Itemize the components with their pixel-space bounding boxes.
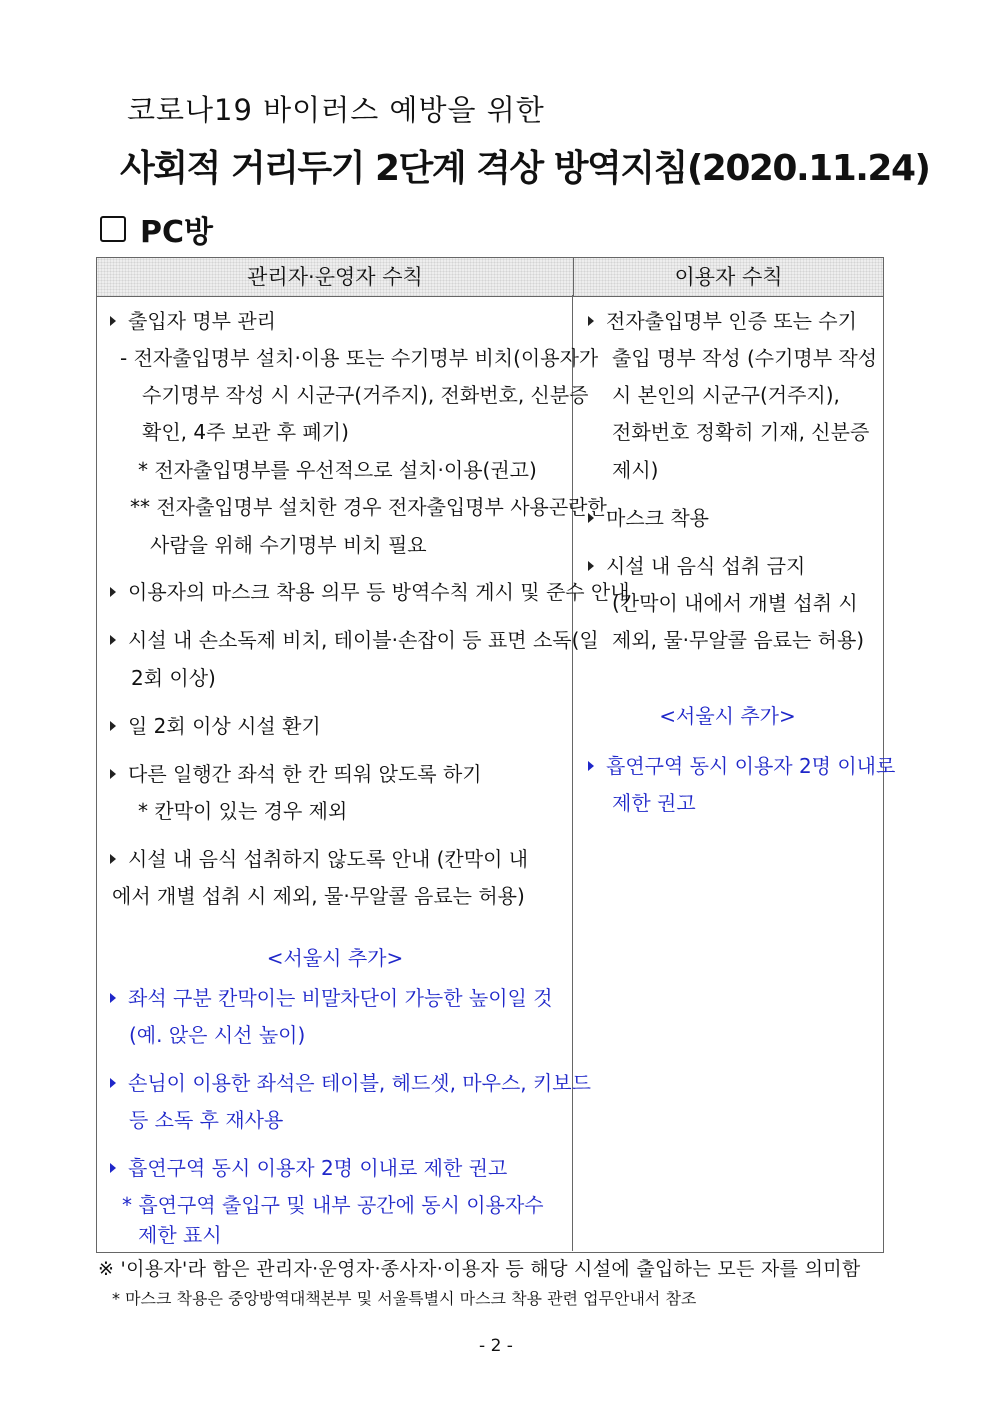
list-item: 일 2회 이상 시설 환기 bbox=[110, 712, 321, 740]
triangle-bullet-icon bbox=[110, 587, 116, 597]
seoul-addition-heading: <서울시 추가> bbox=[659, 704, 796, 728]
list-item: 출입 명부 작성 (수기명부 작성 bbox=[612, 346, 878, 370]
list-item: 확인, 4주 보관 후 폐기) bbox=[142, 420, 349, 444]
triangle-bullet-icon bbox=[110, 1163, 116, 1173]
list-item: 흡연구역 동시 이용자 2명 이내로 bbox=[588, 752, 895, 780]
user-rules-header: 이용자 수칙 bbox=[574, 258, 883, 297]
triangle-bullet-icon bbox=[588, 761, 594, 771]
section-title: PC방 bbox=[140, 215, 213, 250]
list-item: 시설 내 음식 섭취 금지 bbox=[588, 552, 805, 580]
triangle-bullet-icon bbox=[110, 721, 116, 731]
list-item: * 칸막이 있는 경우 제외 bbox=[138, 799, 348, 823]
list-item: 2회 이상) bbox=[131, 666, 216, 690]
list-item: 전자출입명부 인증 또는 수기 bbox=[588, 307, 857, 335]
triangle-bullet-icon bbox=[588, 513, 594, 523]
list-item: 제외, 물·무알콜 음료는 허용) bbox=[612, 628, 865, 652]
list-item: 시설 내 손소독제 비치, 테이블·손잡이 등 표면 소독(일 bbox=[110, 626, 599, 654]
list-item: 손님이 이용한 좌석은 테이블, 헤드셋, 마우스, 키보드 bbox=[110, 1069, 591, 1097]
list-item: * 전자출입명부를 우선적으로 설치·이용(권고) bbox=[138, 458, 537, 482]
list-item: 제한 권고 bbox=[612, 791, 696, 815]
list-item: 흡연구역 동시 이용자 2명 이내로 제한 권고 bbox=[110, 1154, 507, 1182]
manager-rules-header: 관리자·운영자 수칙 bbox=[97, 258, 574, 297]
list-item: 마스크 착용 bbox=[588, 504, 709, 532]
list-item: 시 본인의 시군구(거주지), bbox=[612, 383, 840, 407]
triangle-bullet-icon bbox=[110, 769, 116, 779]
list-item: (예. 앉은 시선 높이) bbox=[129, 1023, 306, 1047]
page-number: - 2 - bbox=[479, 1336, 513, 1356]
triangle-bullet-icon bbox=[110, 1078, 116, 1088]
list-item: (칸막이 내에서 개별 섭취 시 bbox=[612, 591, 858, 615]
list-item: 수기명부 작성 시 시군구(거주지), 전화번호, 신분증 bbox=[142, 383, 589, 407]
list-item: 시설 내 음식 섭취하지 않도록 안내 (칸막이 내 bbox=[110, 845, 528, 873]
list-item: 제한 표시 bbox=[138, 1223, 222, 1247]
list-item: 에서 개별 섭취 시 제외, 물·무알콜 음료는 허용) bbox=[112, 884, 525, 908]
triangle-bullet-icon bbox=[110, 316, 116, 326]
list-item: 다른 일행간 좌석 한 칸 띄워 앉도록 하기 bbox=[110, 760, 482, 788]
list-item: 사람을 위해 수기명부 비치 필요 bbox=[150, 533, 427, 557]
document-title: 사회적 거리두기 2단계 격상 방역지침(2020.11.24) bbox=[120, 148, 930, 189]
list-item: 좌석 구분 칸막이는 비말차단이 가능한 높이일 것 bbox=[110, 984, 553, 1012]
triangle-bullet-icon bbox=[110, 635, 116, 645]
list-item: 등 소독 후 재사용 bbox=[129, 1108, 284, 1132]
seoul-addition-heading: <서울시 추가> bbox=[266, 946, 404, 970]
footnote-mask-reference: * 마스크 착용은 중앙방역대책본부 및 서울특별시 마스크 착용 관련 업무안내서 참조 bbox=[112, 1289, 697, 1308]
list-item: 제시) bbox=[612, 458, 659, 482]
list-item: 출입자 명부 관리 bbox=[110, 307, 276, 335]
list-item: 이용자의 마스크 착용 의무 등 방역수칙 게시 및 준수 안내 bbox=[110, 578, 630, 606]
footnote-definition: ※ '이용자'라 함은 관리자·운영자·종사자·이용자 등 해당 시설에 출입하는 모든 자를 의미함 bbox=[98, 1258, 861, 1280]
triangle-bullet-icon bbox=[110, 993, 116, 1003]
list-item: ** 전자출입명부 설치한 경우 전자출입명부 사용곤란한 bbox=[130, 495, 607, 519]
triangle-bullet-icon bbox=[588, 561, 594, 571]
document-subtitle: 코로나19 바이러스 예방을 위한 bbox=[127, 93, 545, 127]
triangle-bullet-icon bbox=[110, 854, 116, 864]
triangle-bullet-icon bbox=[588, 316, 594, 326]
list-item: - 전자출입명부 설치·이용 또는 수기명부 비치(이용자가 bbox=[120, 346, 599, 370]
column-divider bbox=[572, 295, 573, 1251]
list-item: * 흡연구역 출입구 및 내부 공간에 동시 이용자수 bbox=[122, 1193, 544, 1217]
checkbox-square-icon bbox=[100, 216, 126, 242]
section-heading bbox=[100, 207, 213, 251]
list-item: 전화번호 정확히 기재, 신분증 bbox=[612, 420, 870, 444]
